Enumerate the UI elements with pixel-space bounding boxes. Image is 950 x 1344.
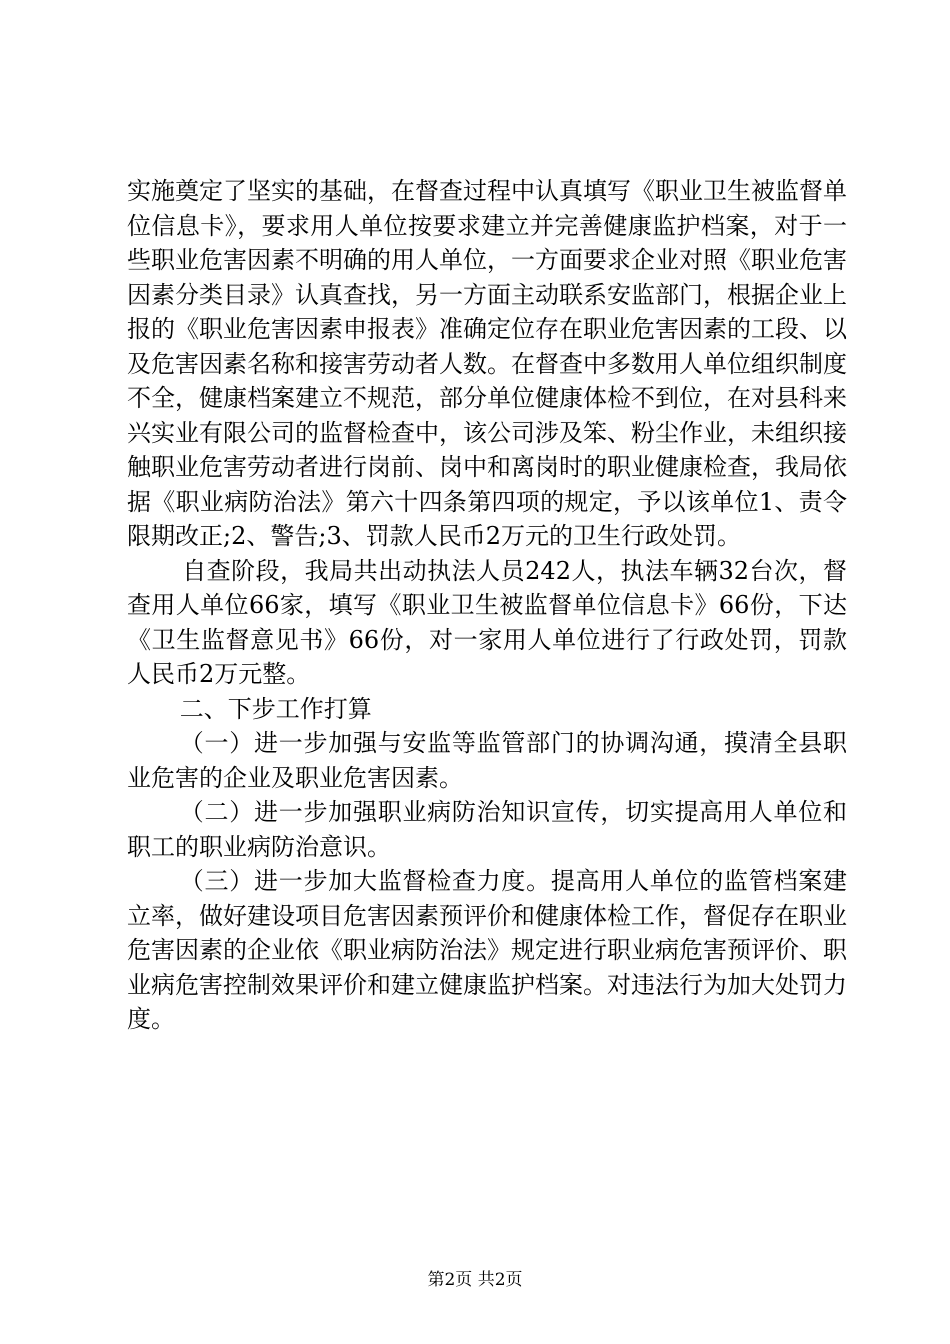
document-body bbox=[127, 174, 847, 1037]
paragraph-next-step-1: （一）进一步加强与安监等监管部门的协调沟通，摸清全县职业危害的企业及职业危害因素。 bbox=[127, 729, 847, 792]
page-footer: 第2页 共2页 bbox=[427, 1270, 523, 1290]
section-heading-next-steps: 二、下步工作打算 bbox=[179, 694, 372, 723]
paragraph-next-step-3: （三）进一步加大监督检查力度。提高用人单位的监管档案建立率，做好建设项目危害因素预评价和健康体检工作，督促存在职业危害因素的企业依《职业病防治法》规定进行职业病危害预评价、职业病危害控制效果评价和建立健康监护档案。对违法行为加大处罚力度。 bbox=[127, 867, 847, 1033]
paragraph-next-step-2: （二）进一步加强职业病防治知识宣传，切实提高用人单位和职工的职业病防治意识。 bbox=[127, 798, 847, 861]
paragraph-inspection-details: 实施奠定了坚实的基础，在督查过程中认真填写《职业卫生被监督单位信息卡》，要求用人单位按要求建立并完善健康监护档案，对于一些职业危害因素不明确的用人单位，一方面要求企业对照《职业危害因素分类目录》认真查找，另一方面主动联系安监部门，根据企业上报的《职业危害因素申报表》准确定位存在职业危害因素的工段、以及危害因素名称和接害劳动者人数。在督查中多数用人单位组织制度不全，健康档案建立不规范，部分单位健康体检不到位，在对县科来兴实业有限公司的监督检查中，该公司涉及笨、粉尘作业，未组织接触职业危害劳动者进行岗前、岗中和离岗时的职业健康检查，我局依据《职业病防治法》第六十四条第四项的规定，予以该单位1、责令限期改正;2、警告;3、罚款人民币2万元的卫生行政处罚。 bbox=[127, 177, 847, 550]
paragraph-self-inspection-summary: 自查阶段，我局共出动执法人员242人，执法车辆32台次，督查用人单位66家，填写《职业卫生被监督单位信息卡》66份，下达《卫生监督意见书》66份，对一家用人单位进行了行政处罚，罚款人民币2万元整。 bbox=[127, 556, 847, 688]
